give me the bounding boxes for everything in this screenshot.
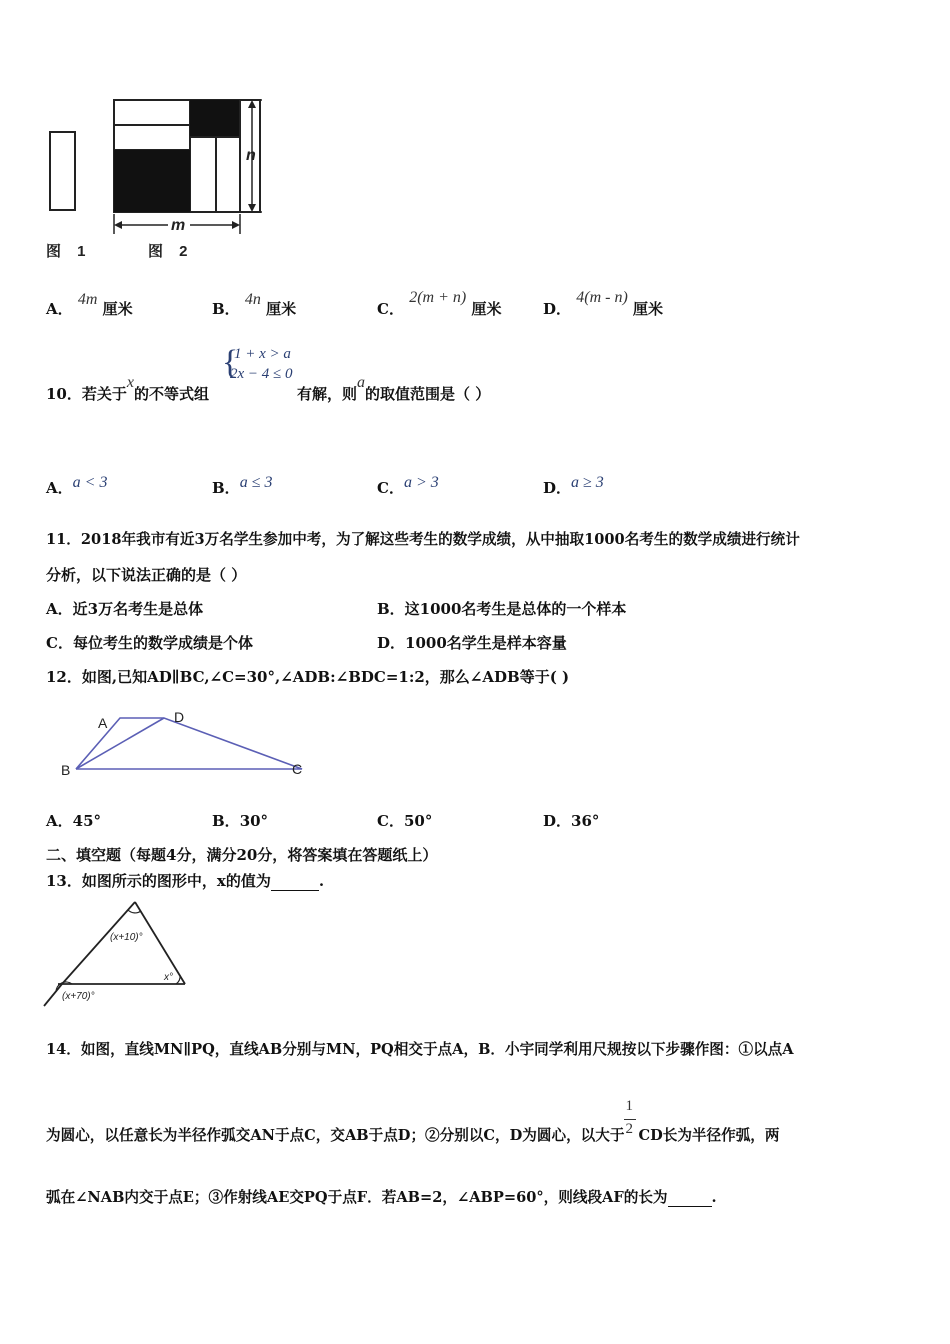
q12-figure	[56, 706, 316, 786]
dim-n-label: n	[246, 147, 256, 164]
q12-option-c[interactable]: C．50°	[377, 812, 433, 830]
fraction-denominator: 2	[625, 1121, 633, 1137]
triangle-left-side	[62, 902, 135, 984]
system-brace: {	[222, 344, 239, 381]
point-b: B	[61, 762, 71, 778]
q9-option-b[interactable]	[212, 291, 297, 319]
q9-option-a[interactable]	[46, 291, 133, 319]
option-expr: 4n	[244, 291, 261, 308]
q9-figure	[40, 92, 280, 272]
angle-top-label: (x+10)°	[110, 932, 143, 943]
extended-side	[44, 984, 62, 1006]
q10-option-d[interactable]: D．a ≥ 3	[543, 474, 604, 497]
triangle-right-side	[135, 902, 185, 984]
option-unit: 厘米	[266, 300, 297, 318]
fraction-one-half	[624, 1098, 638, 1140]
system-line-2: 2x − 4 ≤ 0	[230, 366, 293, 382]
option-expr: 4(m - n)	[576, 289, 628, 306]
fig2-caption: 图 2	[148, 243, 194, 260]
point-d: D	[174, 709, 185, 725]
dim-m-label: m	[171, 217, 186, 234]
point-c: C	[292, 761, 303, 777]
answer-blank[interactable]	[271, 872, 319, 891]
inequality-system	[222, 346, 322, 386]
option-expr: 4m	[77, 291, 98, 308]
angle-exterior-label: (x+70)°	[62, 991, 95, 1002]
q12-option-d[interactable]: D．36°	[543, 812, 600, 830]
q11-option-b[interactable]: B．这1000名考生是总体的一个样本	[377, 600, 627, 618]
fig1-caption: 图 1	[46, 243, 92, 260]
diagonal-bd	[76, 718, 164, 769]
q10-option-b[interactable]: B．a ≤ 3	[212, 474, 273, 497]
option-unit: 厘米	[633, 300, 664, 318]
option-letter: A．	[46, 300, 73, 318]
q13-triangle-figure	[40, 896, 200, 1012]
q14-line3: 弧在∠NAB内交于点E；③作射线AE交PQ于点F．若AB=2，∠ABP=60°，则线段AF的长为 .	[46, 1189, 717, 1206]
q9-option-d[interactable]	[543, 289, 664, 319]
angle-right-label: x°	[164, 972, 173, 983]
section-heading-fill-in: 二、填空题（每题4分，满分20分，将答案填在答题纸上）	[46, 846, 438, 864]
fraction-bar	[624, 1119, 636, 1120]
fig1-rectangle	[50, 132, 75, 210]
option-expr: 2(m + n)	[409, 289, 467, 306]
q11-stem-line2: 分析，以下说法正确的是（ ）	[46, 566, 247, 584]
q11-stem-line1: 11．2018年我市有近3万名学生参加中考，为了解这些考生的数学成绩，从中抽取1000名考生的数学成绩进行统计	[46, 531, 800, 548]
q10-option-a[interactable]: A．a < 3	[46, 474, 108, 497]
var-x: x	[126, 374, 134, 391]
q12-option-a[interactable]: A．45°	[46, 812, 102, 830]
q10-option-c[interactable]: C．a > 3	[377, 474, 439, 497]
option-unit: 厘米	[102, 300, 133, 318]
fraction-numerator: 1	[625, 1098, 633, 1114]
q11-option-a[interactable]: A．近3万名考生是总体	[46, 600, 204, 618]
q10-stem: 10．若关于x的不等式组 有解，则a的取值范围是（ ）	[46, 374, 491, 403]
option-unit: 厘米	[471, 300, 502, 318]
q9-option-c[interactable]	[377, 289, 502, 319]
q12-option-b[interactable]: B．30°	[212, 812, 269, 830]
point-a: A	[98, 715, 108, 731]
fig2-shaded-bottom-left	[114, 150, 190, 212]
q14-line2: 为圆心，以任意长为半径作弧交AN于点C，交AB于点D；②分别以C，D为圆心，以大于 $\frac{1}{2}$ CD长为半径作弧，两	[46, 1098, 780, 1144]
q11-option-d[interactable]: D．1000名学生是样本容量	[377, 634, 567, 652]
system-line-1: 1 + x > a	[234, 346, 291, 362]
answer-blank[interactable]	[668, 1189, 712, 1207]
q11-option-c[interactable]: C．每位考生的数学成绩是个体	[46, 634, 253, 652]
q13-stem: 13．如图所示的图形中，x的值为 .	[46, 872, 325, 890]
option-letter: D．	[543, 300, 572, 318]
q14-line1: 14．如图，直线MN∥PQ，直线AB分别与MN，PQ相交于点A，B．小宇同学利用尺规按以下步骤作图：①以点A	[46, 1041, 794, 1058]
trapezoid-outline	[76, 718, 302, 769]
option-letter: B．	[212, 300, 240, 318]
fig2-shaded-top-right	[190, 100, 240, 137]
q12-stem: 12．如图,已知AD∥BC,∠C=30°,∠ADB:∠BDC=1:2，那么∠ADB等于( )	[46, 668, 570, 686]
var-a: a	[357, 374, 366, 391]
option-letter: C．	[377, 300, 404, 318]
